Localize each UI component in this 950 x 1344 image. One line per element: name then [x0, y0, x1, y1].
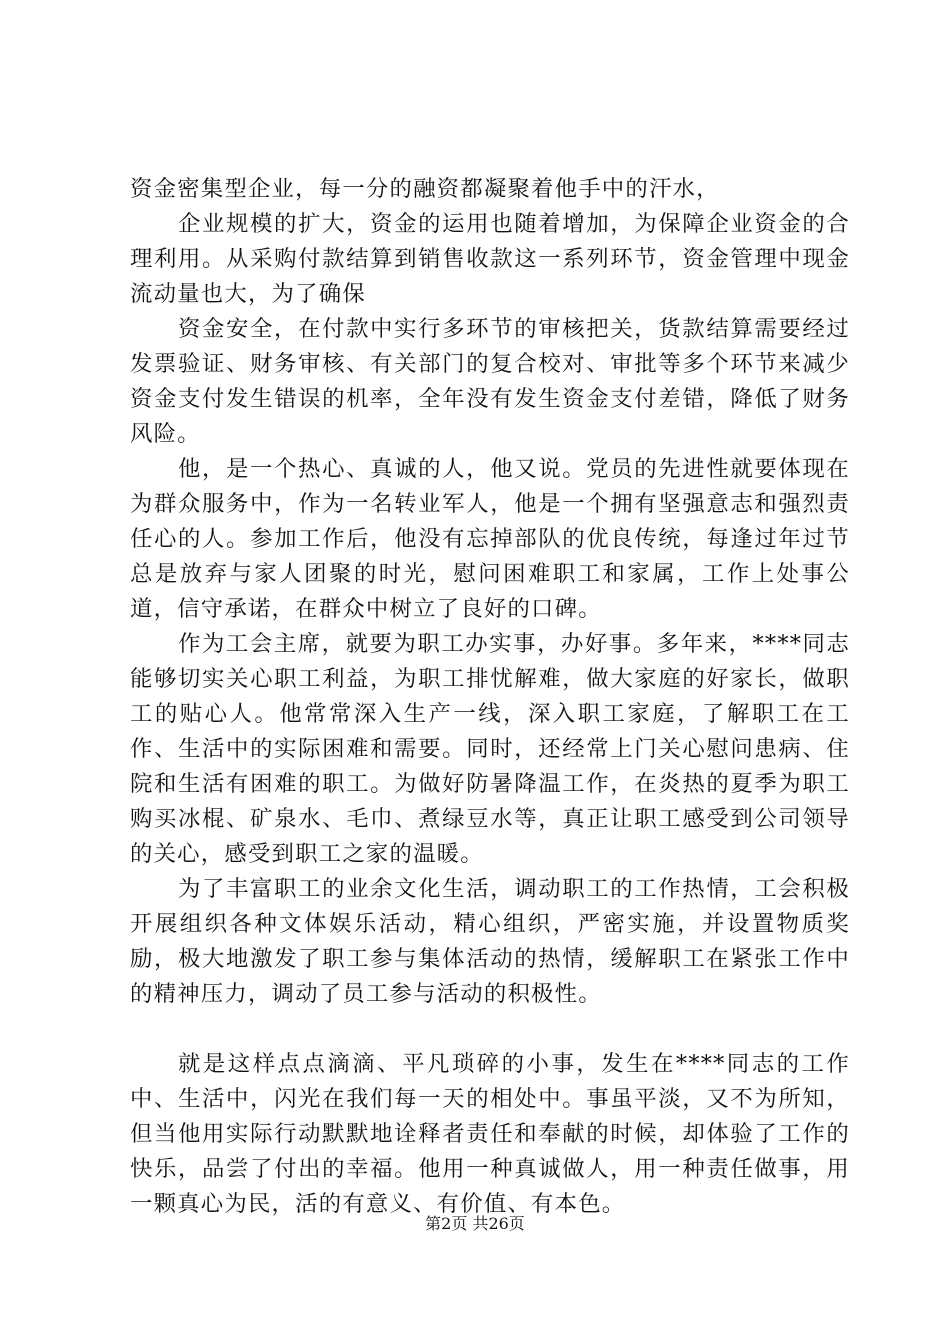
paragraph-4: 他，是一个热心、真诚的人，他又说。党员的先进性就要体现在为群众服务中，作为一名转业军人，他是一个拥有坚强意志和强烈责任心的人。参加工作后，他没有忘掉部队的优良传统，每逢过年过节总是放弃与家人团聚的时光，慰问困难职工和家属，工作上处事公道，信守承诺，在群众中树立了良好的口碑。: [130, 456, 850, 622]
paragraph-3: 资金安全，在付款中实行多环节的审核把关，货款结算需要经过发票验证、财务审核、有关部门的复合校对、审批等多个环节来减少资金支付发生错误的机率，全年没有发生资金支付差错，降低了财务风险。: [130, 316, 850, 447]
paragraph-1: 资金密集型企业，每一分的融资都凝聚着他手中的汗水，: [130, 176, 720, 202]
paragraph-5: 作为工会主席，就要为职工办实事，办好事。多年来，****同志能够切实关心职工利益，为职工排忧解难，做大家庭的好家长，做职工的贴心人。他常常深入生产一线，深入职工家庭，了解职工在工作、生活中的实际困难和需要。同时，还经常上门关心慰问患病、住院和生活有困难的职工。为做好防暑降温工作，在炎热的夏季为职工购买冰棍、矿泉水、毛巾、煮绿豆水等，真正让职工感受到公司领导的关心，感受到职工之家的温暖。: [130, 631, 850, 867]
paragraph-2: 企业规模的扩大，资金的运用也随着增加，为保障企业资金的合理利用。从采购付款结算到销售收款这一系列环节，资金管理中现金流动量也大，为了确保: [130, 211, 850, 307]
paragraph-6: 为了丰富职工的业余文化生活，调动职工的工作热情，工会积极开展组织各种文体娱乐活动，精心组织，严密实施，并设置物质奖励，极大地激发了职工参与集体活动的热情，缓解职工在紧张工作中的精神压力，调动了员工参与活动的积极性。: [130, 876, 850, 1007]
paragraph-7: 就是这样点点滴滴、平凡琐碎的小事，发生在****同志的工作中、生活中，闪光在我们每一天的相处中。事虽平淡，又不为所知，但当他用实际行动默默地诠释者责任和奉献的时候，却体验了工作的快乐，品尝了付出的幸福。他用一种真诚做人，用一种责任做事，用一颗真心为民，活的有意义、有价值、有本色。: [130, 1051, 850, 1217]
document-body: [130, 172, 850, 1222]
page-number-footer: 第2页 共26页: [425, 1214, 525, 1233]
